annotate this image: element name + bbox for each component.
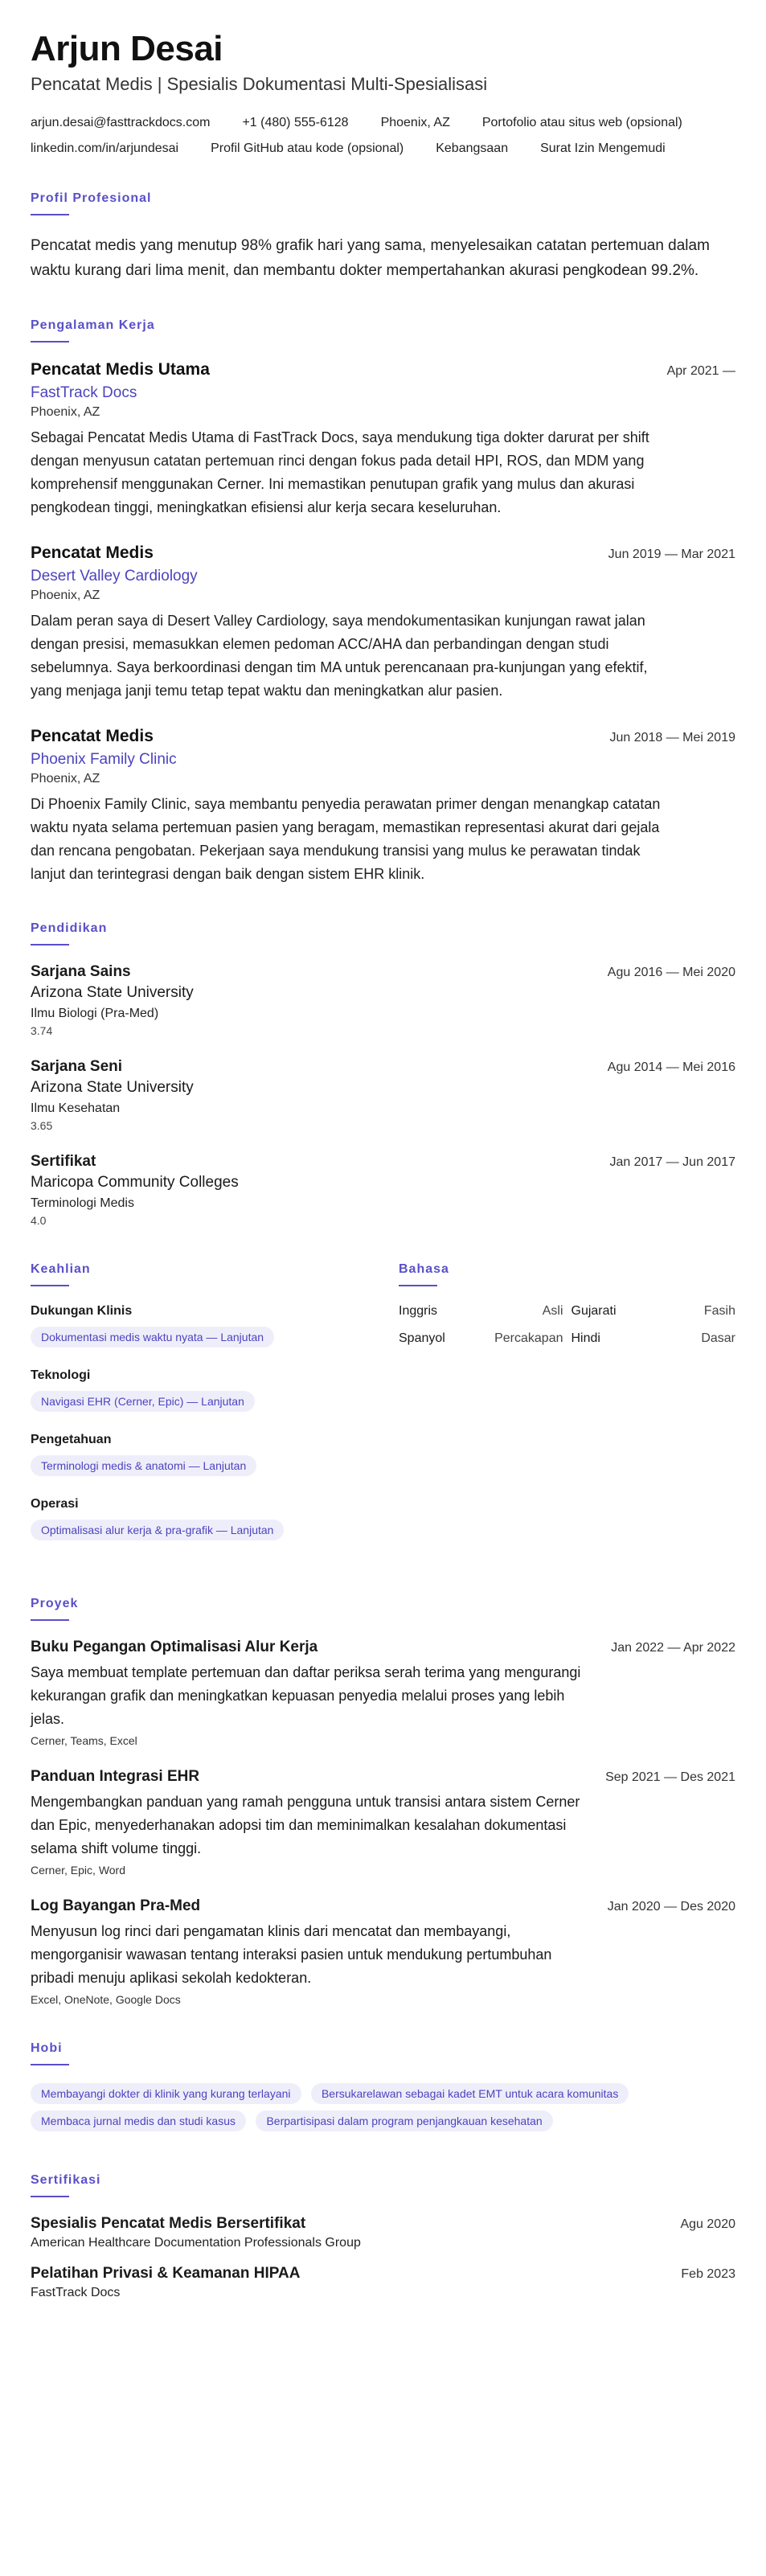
gpa-score: 3.65 xyxy=(31,1119,53,1132)
project-name: Panduan Integrasi EHR xyxy=(31,1768,200,1785)
section-title: Keahlian xyxy=(31,1262,91,1276)
contact-github[interactable]: Profil GitHub atau kode (opsional) xyxy=(211,142,404,155)
language-item xyxy=(399,1304,563,1319)
language-item xyxy=(571,1331,736,1346)
job-location: Phoenix, AZ xyxy=(31,589,100,602)
contact-email[interactable]: arjun.desai@fasttrackdocs.com xyxy=(31,116,211,129)
contact-list xyxy=(31,116,735,156)
hobbies-section xyxy=(31,2041,735,2138)
certification-issuer: FastTrack Docs xyxy=(31,2286,121,2299)
job-title: Pencatat Medis xyxy=(31,544,154,562)
field-of-study: Ilmu Biologi (Pra-Med) xyxy=(31,1007,159,1020)
project-date: Sep 2021 — Des 2021 xyxy=(605,1770,735,1784)
project-tools: Cerner, Epic, Word xyxy=(31,1864,126,1877)
skill-tag: Optimalisasi alur kerja & pra-grafik — Lanjutan xyxy=(31,1520,284,1540)
certification-issuer: American Healthcare Documentation Professionals Group xyxy=(31,2236,361,2250)
language-item xyxy=(571,1304,736,1319)
language-level: Asli xyxy=(542,1304,563,1318)
certification-name: Spesialis Pencatat Medis Bersertifikat xyxy=(31,2215,306,2232)
experience-entry xyxy=(31,360,735,519)
project-date: Jan 2020 — Des 2020 xyxy=(607,1900,735,1914)
project-name: Buku Pegangan Optimalisasi Alur Kerja xyxy=(31,1639,318,1655)
skill-group-name: Pengetahuan xyxy=(31,1433,112,1446)
section-divider xyxy=(31,2064,69,2065)
contact-phone: +1 (480) 555-6128 xyxy=(242,116,349,129)
job-description: Dalam peran saya di Desert Valley Cardiology, saya mendokumentasikan kunjungan rawat jalan dengan presisi, memasukkan elemen pedoman ACC/AHA dan perbandingan dengan studi sebelumnya. Saya berkoordinasi dengan tim MA untuk perencanaan pra-kunjungan yang efektif, yang menjaga janji temu tetap tepat waktu dan meningkatkan alur pasien. xyxy=(31,613,648,699)
profile-summary: Pencatat medis yang menutup 98% grafik hari yang sama, menyelesaikan catatan pertemuan dalam waktu kurang dari lima menit, dan membantu dokter mempertahankan akurasi pengkodean 99.2%. xyxy=(31,237,710,279)
certifications-section xyxy=(31,2173,735,2300)
section-title: Bahasa xyxy=(399,1262,449,1276)
section-divider xyxy=(31,341,69,343)
skill-tag: Dokumentasi medis waktu nyata — Lanjutan xyxy=(31,1327,274,1347)
project-name: Log Bayangan Pra-Med xyxy=(31,1897,201,1914)
skill-group xyxy=(31,1368,399,1418)
certification-date: Feb 2023 xyxy=(681,2267,735,2281)
section-title: Proyek xyxy=(31,1597,79,1610)
section-title: Pengalaman Kerja xyxy=(31,318,155,332)
section-divider xyxy=(31,2196,69,2197)
hobby-tag: Membaca jurnal medis dan studi kasus xyxy=(31,2110,246,2131)
certification-entry xyxy=(31,2215,735,2250)
hobby-tag: Berpartisipasi dalam program penjangkauan kesehatan xyxy=(256,2110,552,2131)
project-tools: Cerner, Teams, Excel xyxy=(31,1734,137,1747)
hobby-tag: Membayangi dokter di klinik yang kurang terlayani xyxy=(31,2083,301,2104)
candidate-name: Arjun Desai xyxy=(31,29,223,68)
section-divider xyxy=(31,1285,69,1286)
school-name: Arizona State University xyxy=(31,984,194,1001)
section-title: Pendidikan xyxy=(31,921,108,935)
degree-title: Sarjana Sains xyxy=(31,963,131,980)
skill-group-name: Teknologi xyxy=(31,1368,91,1382)
degree-date: Agu 2014 — Mei 2016 xyxy=(607,1060,735,1074)
language-name: Hindi xyxy=(571,1331,600,1345)
gpa-score: 3.74 xyxy=(31,1024,53,1037)
degree-title: Sertifikat xyxy=(31,1153,96,1170)
skill-tag: Navigasi EHR (Cerner, Epic) — Lanjutan xyxy=(31,1391,255,1412)
job-date: Jun 2019 — Mar 2021 xyxy=(608,548,735,561)
job-description: Sebagai Pencatat Medis Utama di FastTrack Docs, saya mendukung tiga dokter darurat per shift dengan menyusun catatan pertemuan rinci dengan fokus pada detail HPI, ROS, dan MDM yang komprehensif menggunakan Cerner. Ini memastikan penutupan grafik yang mulus dan akurasi pengkodean tinggi, meningkatkan efisiensi alur kerja secara keseluruhan. xyxy=(31,429,649,515)
job-title: Pencatat Medis Utama xyxy=(31,360,210,379)
section-divider xyxy=(31,1619,69,1621)
experience-section xyxy=(31,318,735,886)
section-title: Hobi xyxy=(31,2041,63,2055)
job-location: Phoenix, AZ xyxy=(31,772,100,786)
contact-location: Phoenix, AZ xyxy=(380,116,450,129)
degree-title: Sarjana Seni xyxy=(31,1058,123,1075)
resume-header xyxy=(31,29,735,156)
project-entry xyxy=(31,1768,735,1877)
school-name: Arizona State University xyxy=(31,1079,194,1096)
job-date: Jun 2018 — Mei 2019 xyxy=(609,731,735,744)
gpa-score: 4.0 xyxy=(31,1214,47,1227)
contact-portfolio[interactable]: Portofolio atau situs web (opsional) xyxy=(481,116,682,129)
project-description: Saya membuat template pertemuan dan daftar periksa serah terima yang mengurangi kekurangan grafik dan meningkatkan kepuasan penyedia melalui proses yang lebih jelas. xyxy=(31,1664,581,1727)
education-entry xyxy=(31,1058,735,1132)
job-description: Di Phoenix Family Clinic, saya membantu penyedia perawatan primer dengan menangkap catatan waktu nyata selama pertemuan pasien yang beragam, memastikan representasi akurat dari gejala dan rencana pengobatan. Pekerjaan saya mendukung transisi yang mulus ke perawatan tindak lanjut dan terintegrasi dengan baik dengan sistem EHR klinik. xyxy=(31,796,661,882)
candidate-headline: Pencatat Medis | Spesialis Dokumentasi Multi-Spesialisasi xyxy=(31,74,488,94)
project-description: Mengembangkan panduan yang ramah pengguna untuk transisi antara sistem Cerner dan Epic, menyederhanakan adopsi tim dan meminimalkan kesalahan dokumentasi selama shift volume tinggi. xyxy=(31,1794,580,1856)
section-divider xyxy=(31,214,69,215)
experience-entry xyxy=(31,544,735,703)
skill-group xyxy=(31,1304,399,1354)
skill-group-name: Dukungan Klinis xyxy=(31,1304,133,1318)
job-company: Phoenix Family Clinic xyxy=(31,751,177,768)
job-date: Apr 2021 — xyxy=(666,364,735,378)
contact-license: Surat Izin Mengemudi xyxy=(540,142,666,155)
language-item xyxy=(399,1331,563,1346)
skill-group-name: Operasi xyxy=(31,1497,79,1511)
job-company: Desert Valley Cardiology xyxy=(31,568,198,585)
certification-name: Pelatihan Privasi & Keamanan HIPAA xyxy=(31,2265,301,2282)
certification-date: Agu 2020 xyxy=(680,2217,735,2231)
contact-linkedin[interactable]: linkedin.com/in/arjundesai xyxy=(31,142,179,155)
field-of-study: Ilmu Kesehatan xyxy=(31,1101,121,1115)
project-tools: Excel, OneNote, Google Docs xyxy=(31,1993,181,2006)
language-name: Spanyol xyxy=(399,1331,445,1345)
degree-date: Jan 2017 — Jun 2017 xyxy=(609,1155,735,1169)
project-entry xyxy=(31,1897,735,2006)
languages-section xyxy=(399,1262,735,1561)
hobby-list xyxy=(31,2083,735,2138)
section-title: Sertifikasi xyxy=(31,2173,101,2187)
project-description: Menyusun log rinci dari pengamatan klinis dari mencatat dan membayangi, mengorganisir wawasan tentang interaksi pasien untuk mendukung pertumbuhan pribadi menuju aplikasi sekolah kedokteran. xyxy=(31,1923,552,1986)
skill-group xyxy=(31,1497,399,1547)
language-name: Gujarati xyxy=(571,1304,616,1318)
school-name: Maricopa Community Colleges xyxy=(31,1174,239,1191)
skill-tag: Terminologi medis & anatomi — Lanjutan xyxy=(31,1455,256,1476)
field-of-study: Terminologi Medis xyxy=(31,1196,134,1210)
education-section xyxy=(31,921,735,1227)
certification-entry xyxy=(31,2265,735,2300)
language-level: Percakapan xyxy=(494,1331,563,1345)
language-list xyxy=(399,1304,735,1346)
job-company: FastTrack Docs xyxy=(31,384,137,401)
language-level: Fasih xyxy=(703,1304,735,1318)
project-entry xyxy=(31,1639,735,1747)
project-date: Jan 2022 — Apr 2022 xyxy=(611,1641,735,1655)
projects-section xyxy=(31,1597,735,2006)
contact-nationality: Kebangsaan xyxy=(436,142,509,155)
skills-section xyxy=(31,1262,399,1561)
profile-section xyxy=(31,191,735,283)
language-level: Dasar xyxy=(701,1331,735,1345)
hobby-tag: Bersukarelawan sebagai kadet EMT untuk acara komunitas xyxy=(311,2083,629,2104)
education-entry xyxy=(31,963,735,1037)
section-divider xyxy=(399,1285,437,1286)
education-entry xyxy=(31,1153,735,1227)
skill-group xyxy=(31,1433,399,1483)
skills-languages-row xyxy=(31,1262,735,1561)
job-location: Phoenix, AZ xyxy=(31,405,100,419)
job-title: Pencatat Medis xyxy=(31,727,154,745)
section-divider xyxy=(31,944,69,945)
section-title: Profil Profesional xyxy=(31,191,152,205)
experience-entry xyxy=(31,727,735,886)
language-name: Inggris xyxy=(399,1304,438,1318)
degree-date: Agu 2016 — Mei 2020 xyxy=(607,966,735,979)
